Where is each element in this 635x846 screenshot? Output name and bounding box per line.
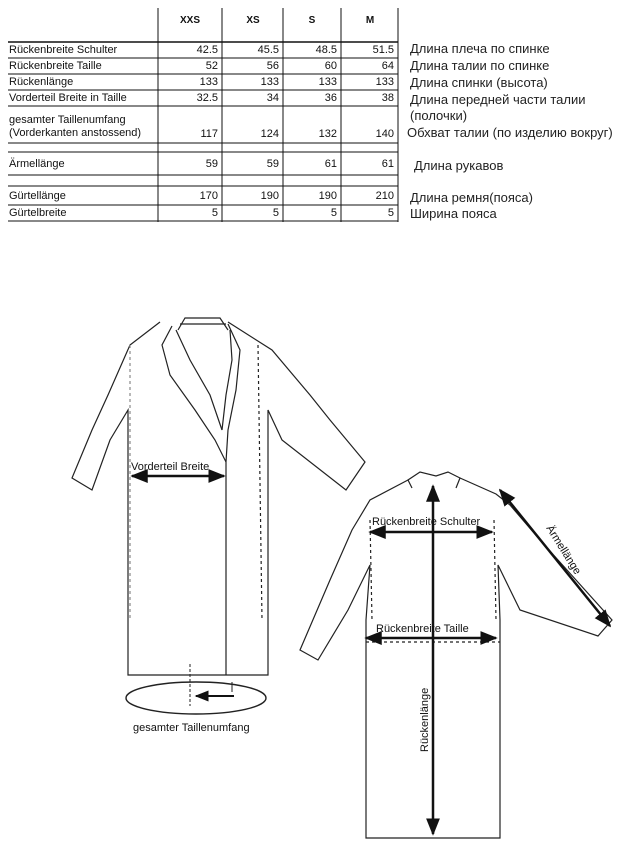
cell-value: 117 (200, 128, 218, 140)
row-label-front-waist: Vorderteil Breite in Taille (9, 92, 127, 104)
ru-translation: Ширина пояса (410, 206, 497, 221)
cell-value: 59 (205, 158, 218, 170)
ru-translation: Длина плеча по спинке (410, 41, 550, 56)
waist-circumference-ellipse (126, 682, 266, 714)
cell-value: 61 (324, 158, 337, 170)
ru-translation: Длина спинки (высота) (410, 75, 548, 90)
row-label-back-shoulder: Rückenbreite Schulter (9, 44, 118, 56)
row-label-sleeve: Ärmellänge (9, 158, 65, 170)
label-waist-total: gesamter Taillenumfang (133, 722, 250, 734)
ru-translation: Длина талии по спинке (410, 58, 550, 73)
cell-value: 64 (381, 60, 394, 72)
cell-value: 48.5 (315, 44, 337, 56)
ru-translation: (полочки) (410, 108, 468, 123)
cell-value: 45.5 (257, 44, 279, 56)
cell-value: 133 (318, 76, 337, 88)
cell-value: 5 (272, 207, 279, 219)
cell-value: 56 (266, 60, 279, 72)
cell-value: 140 (375, 128, 394, 140)
cell-value: 133 (375, 76, 394, 88)
cell-value: 170 (199, 190, 218, 202)
row-label-total-waist: gesamter Taillenumfang (9, 114, 126, 126)
cell-value: 52 (205, 60, 218, 72)
label-back-waist: Rückenbreite Taille (376, 623, 469, 635)
ru-translation: Длина передней части талии (410, 92, 586, 107)
cell-value: 61 (381, 158, 394, 170)
cell-value: 124 (260, 128, 279, 140)
label-back-length: Rückenlänge (419, 687, 431, 752)
ru-translation: Длина ремня(пояса) (410, 190, 533, 205)
col-header-xxs: XXS (179, 15, 200, 26)
cell-value: 42.5 (196, 44, 218, 56)
cell-value: 190 (318, 190, 337, 202)
cell-value: 210 (375, 190, 394, 202)
row-label-back-waist: Rückenbreite Taille (9, 60, 102, 72)
col-header-xs: XS (246, 15, 260, 26)
cell-value: 59 (266, 158, 279, 170)
col-header-m: M (365, 15, 375, 26)
row-label-belt-length: Gürtellänge (9, 190, 66, 202)
ru-translation: Длина рукавов (414, 158, 504, 173)
cell-value: 132 (318, 128, 337, 140)
cell-value: 5 (211, 207, 218, 219)
sleeve-length-arrow (500, 490, 610, 626)
cell-value: 133 (199, 76, 218, 88)
row-label-back-length: Rückenlänge (9, 76, 74, 88)
cell-value: 5 (330, 207, 337, 219)
row-label-belt-width: Gürtelbreite (9, 207, 67, 219)
cell-value: 51.5 (372, 44, 394, 56)
cell-value: 60 (324, 60, 337, 72)
cell-value: 190 (260, 190, 279, 202)
cell-value: 5 (387, 207, 394, 219)
cell-value: 133 (260, 76, 279, 88)
ru-translation: Обхват талии (по изделию вокруг) (407, 125, 613, 140)
front-robe-outline (72, 318, 365, 675)
col-header-s: S (308, 15, 316, 26)
row-label-total-waist-note: (Vorderkanten anstossend) (9, 127, 142, 139)
label-front-width: Vorderteil Breite (131, 461, 210, 473)
cell-value: 36 (324, 92, 337, 104)
label-sleeve-length: Ärmellänge (543, 523, 584, 577)
cell-value: 38 (381, 92, 394, 104)
cell-value: 34 (266, 92, 279, 104)
cell-value: 32.5 (196, 92, 218, 104)
label-back-shoulder: Rückenbreite Schulter (372, 516, 481, 528)
